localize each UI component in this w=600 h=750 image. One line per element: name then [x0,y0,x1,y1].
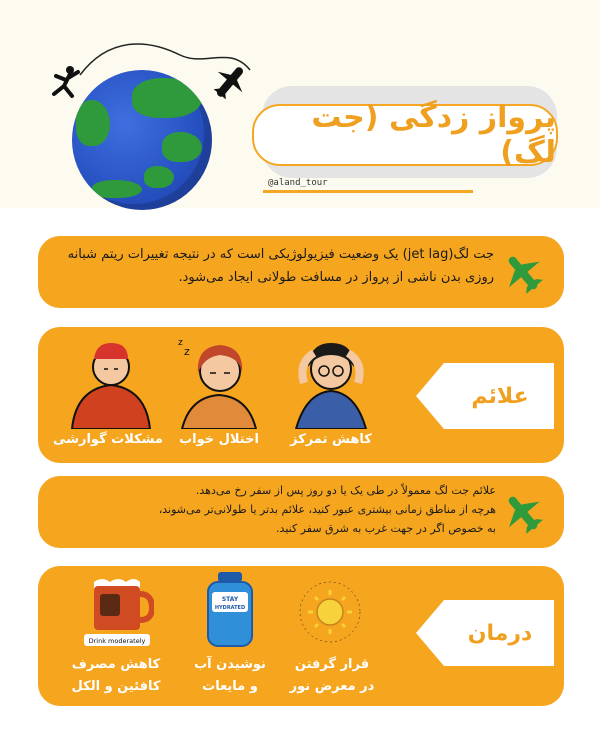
vitamin-d-badge [292,574,368,650]
treatment-caption-water-1: نوشیدن آب [194,657,266,672]
svg-text:HYDRATED: HYDRATED [214,605,246,611]
title-underline [263,190,473,193]
treatment-caption-light-2: در معرض نور [289,679,375,694]
svg-text:z: z [178,338,183,348]
instagram-handle: @aland_tour [268,178,328,188]
skydiver-icon [44,62,86,100]
svg-text:STAY: STAY [221,596,239,603]
treatment-caption-light-1: قرار گرفتن [294,657,370,672]
treatment-label: درمان [467,620,533,646]
head-in-hands-figure [286,333,376,429]
small-plane-icon [208,60,252,104]
treatment-caption-caffeine-1: کاهش مصرف [71,657,161,672]
water-bottle-icon [200,570,260,650]
svg-text:Drink moderately: Drink moderately [88,637,146,645]
upset-stomach-figure [66,333,156,429]
symptoms-label: علائم [471,383,529,409]
symptom-caption-concentration: کاهش تمرکز [290,432,372,447]
title-pill [252,100,558,170]
timing-line-2: هرچه از مناطق زمانی بیشتری عبور کنید، علائم بدتر یا طولانی‌تر می‌شوند، [158,503,496,516]
definition-text: جت لگ(jet lag) یک وضعیت فیزیولوژیکی است که در نتیجه تغییرات ریتم شبانه روزی بدن ناشی از پرواز در مسافت طولانی ایجاد می‌شود. [67,247,494,285]
airplane-icon [500,250,546,296]
symptom-caption-digestive: مشکلات گوارشی [53,432,163,447]
coffee-mug-icon [80,576,154,650]
page-title: پرواز زدگی (جت لگ) [311,100,556,170]
treatment-caption-water-2: و مایعات [202,679,258,694]
timing-line-3: به خصوص اگر در جهت غرب به شرق سفر کنید. [276,522,496,535]
timing-line-1: علائم جت لگ معمولاً در طی یک یا دو روز پس از سفر رخ می‌دهد. [195,484,496,497]
globe-illustration [72,70,212,210]
treatment-caption-caffeine-2: کافئین و الکل [71,679,161,694]
sleepy-woman-figure [174,333,264,429]
airplane-icon [500,490,546,536]
svg-text:z: z [184,345,190,358]
symptom-caption-sleep: اختلال خواب [179,432,259,447]
